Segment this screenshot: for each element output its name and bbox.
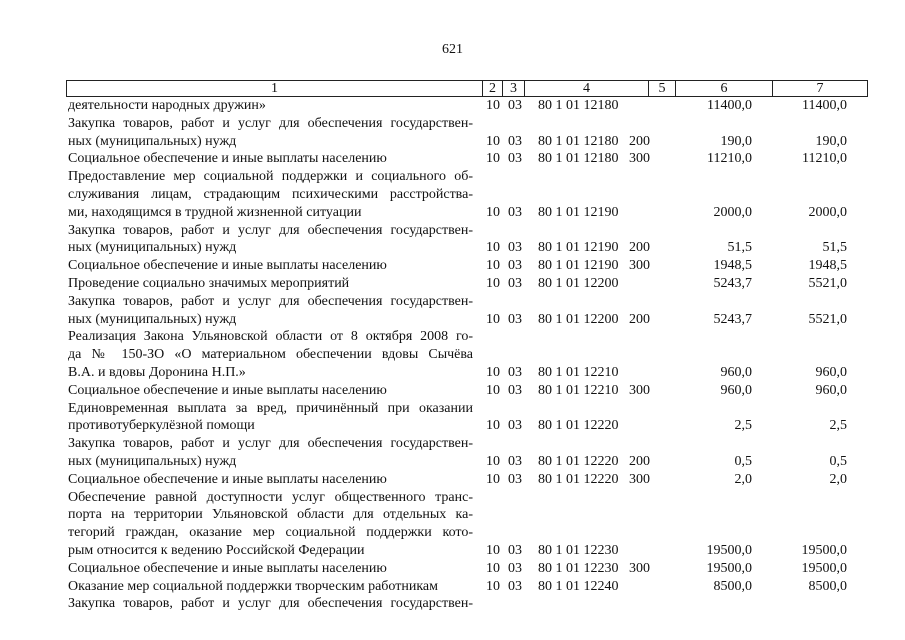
amount-col-6: 11210,0 xyxy=(707,151,752,167)
header-col-5: 5 xyxy=(649,81,676,97)
page-number: 621 xyxy=(442,42,463,57)
subsection-code: 03 xyxy=(508,204,522,220)
section-code: 10 xyxy=(486,578,500,594)
row-description: да № 150-ЗО «О материальном обеспечении вдовы Сычёва xyxy=(68,347,473,363)
amount-col-6: 11400,0 xyxy=(707,98,752,113)
amount-col-7: 11400,0 xyxy=(802,98,847,113)
row-description: служивания лицам, страдающим психическими расстройства- xyxy=(68,187,473,202)
subsection-code: 03 xyxy=(508,543,522,558)
target-article-code: 80 1 01 12200 xyxy=(538,311,619,327)
subsection-code: 03 xyxy=(508,258,522,274)
amount-col-7: 2,0 xyxy=(829,471,847,487)
target-article-code: 80 1 01 12190 xyxy=(538,204,619,220)
row-description: рым относится к ведению Российской Федерации xyxy=(68,543,365,558)
subsection-code: 03 xyxy=(508,454,522,469)
amount-col-6: 19500,0 xyxy=(706,560,752,576)
amount-col-6: 2,0 xyxy=(734,471,752,487)
target-article-code: 80 1 01 12240 xyxy=(538,578,619,594)
section-code: 10 xyxy=(486,204,500,220)
row-description: Закупка товаров, работ и услуг для обеспечения государствен- xyxy=(68,115,473,131)
amount-col-6: 5243,7 xyxy=(713,311,752,327)
section-code: 10 xyxy=(486,543,500,558)
amount-col-7: 190,0 xyxy=(815,133,847,149)
amount-col-6: 960,0 xyxy=(720,382,752,398)
subsection-code: 03 xyxy=(508,418,522,434)
target-article-code: 80 1 01 12230 xyxy=(538,560,619,576)
amount-col-6: 5243,7 xyxy=(713,276,752,291)
subsection-code: 03 xyxy=(508,578,522,594)
amount-col-7: 5521,0 xyxy=(808,276,847,291)
row-description: Социальное обеспечение и иные выплаты населению xyxy=(68,382,387,398)
subsection-code: 03 xyxy=(508,98,522,113)
row-description: Социальное обеспечение и иные выплаты населению xyxy=(68,471,387,487)
row-description: В.А. и вдовы Доронина Н.П.» xyxy=(68,365,246,380)
amount-col-6: 51,5 xyxy=(727,240,752,256)
target-article-code: 80 1 01 12190 xyxy=(538,240,619,256)
section-code: 10 xyxy=(486,133,500,149)
section-code: 10 xyxy=(486,365,500,380)
row-description: ми, находящимся в трудной жизненной ситуации xyxy=(68,204,362,220)
header-col-7: 7 xyxy=(773,81,868,97)
target-article-code: 80 1 01 12220 xyxy=(538,454,619,469)
row-description: Предоставление мер социальной поддержки и социального об- xyxy=(68,169,473,185)
target-article-code: 80 1 01 12180 xyxy=(538,98,619,113)
subsection-code: 03 xyxy=(508,276,522,291)
expense-type-code: 300 xyxy=(629,560,650,576)
section-code: 10 xyxy=(486,454,500,469)
amount-col-7: 11210,0 xyxy=(802,151,847,167)
target-article-code: 80 1 01 12230 xyxy=(538,543,619,558)
row-description: Закупка товаров, работ и услуг для обеспечения государствен- xyxy=(68,596,473,612)
expense-type-code: 300 xyxy=(629,382,650,398)
row-description: Закупка товаров, работ и услуг для обеспечения государствен- xyxy=(68,222,473,238)
section-code: 10 xyxy=(486,560,500,576)
target-article-code: 80 1 01 12220 xyxy=(538,471,619,487)
section-code: 10 xyxy=(486,471,500,487)
target-article-code: 80 1 01 12190 xyxy=(538,258,619,274)
expense-type-code: 300 xyxy=(629,258,650,274)
subsection-code: 03 xyxy=(508,311,522,327)
amount-col-7: 0,5 xyxy=(829,454,847,469)
row-description: Социальное обеспечение и иные выплаты населению xyxy=(68,151,387,167)
expense-type-code: 200 xyxy=(629,240,650,256)
amount-col-6: 1948,5 xyxy=(713,258,752,274)
subsection-code: 03 xyxy=(508,365,522,380)
amount-col-6: 190,0 xyxy=(720,133,752,149)
amount-col-7: 1948,5 xyxy=(808,258,847,274)
row-description: противотуберкулёзной помощи xyxy=(68,418,255,434)
section-code: 10 xyxy=(486,258,500,274)
subsection-code: 03 xyxy=(508,471,522,487)
header-col-2: 2 xyxy=(483,81,503,97)
row-description: Обеспечение равной доступности услуг общественного транс- xyxy=(68,489,473,505)
expense-type-code: 200 xyxy=(629,311,650,327)
header-col-4: 4 xyxy=(525,81,649,97)
row-description: Закупка товаров, работ и услуг для обеспечения государствен- xyxy=(68,436,473,452)
row-description: Социальное обеспечение и иные выплаты населению xyxy=(68,560,387,576)
target-article-code: 80 1 01 12210 xyxy=(538,382,619,398)
section-code: 10 xyxy=(486,311,500,327)
row-description: Социальное обеспечение и иные выплаты населению xyxy=(68,258,387,274)
row-description: Закупка товаров, работ и услуг для обеспечения государствен- xyxy=(68,293,473,309)
row-description: порта на территории Ульяновской области для отдельных ка- xyxy=(68,507,473,523)
table-header xyxy=(66,80,868,97)
header-col-1: 1 xyxy=(67,81,483,97)
amount-col-6: 2000,0 xyxy=(713,204,752,220)
amount-col-7: 960,0 xyxy=(815,382,847,398)
row-description: Проведение социально значимых мероприятий xyxy=(68,276,350,291)
row-description: ных (муниципальных) нужд xyxy=(68,240,237,256)
expense-type-code: 300 xyxy=(629,151,650,167)
header-col-6: 6 xyxy=(676,81,773,97)
row-description: Реализация Закона Ульяновской области от 8 октября 2008 го- xyxy=(68,329,473,345)
row-description: Оказание мер социальной поддержки творческим работникам xyxy=(68,578,439,594)
section-code: 10 xyxy=(486,276,500,291)
amount-col-6: 2,5 xyxy=(734,418,752,434)
amount-col-7: 51,5 xyxy=(822,240,847,256)
target-article-code: 80 1 01 12200 xyxy=(538,276,619,291)
amount-col-7: 5521,0 xyxy=(808,311,847,327)
section-code: 10 xyxy=(486,418,500,434)
section-code: 10 xyxy=(486,382,500,398)
header-col-3: 3 xyxy=(503,81,525,97)
row-description: ных (муниципальных) нужд xyxy=(68,133,237,149)
amount-col-7: 19500,0 xyxy=(801,543,847,558)
target-article-code: 80 1 01 12220 xyxy=(538,418,619,434)
target-article-code: 80 1 01 12210 xyxy=(538,365,619,380)
target-article-code: 80 1 01 12180 xyxy=(538,133,619,149)
target-article-code: 80 1 01 12180 xyxy=(538,151,619,167)
section-code: 10 xyxy=(486,240,500,256)
expense-type-code: 300 xyxy=(629,471,650,487)
row-description: тегорий граждан, оказание мер социальной поддержки кото- xyxy=(68,525,473,541)
amount-col-6: 19500,0 xyxy=(706,543,752,558)
expense-type-code: 200 xyxy=(629,454,650,469)
subsection-code: 03 xyxy=(508,560,522,576)
subsection-code: 03 xyxy=(508,382,522,398)
row-description: ных (муниципальных) нужд xyxy=(68,311,237,327)
amount-col-6: 960,0 xyxy=(720,365,752,380)
row-description: Единовременная выплата за вред, причинённый при оказании xyxy=(68,400,473,416)
amount-col-7: 2,5 xyxy=(829,418,847,434)
amount-col-6: 8500,0 xyxy=(713,578,752,594)
amount-col-6: 0,5 xyxy=(734,454,752,469)
subsection-code: 03 xyxy=(508,240,522,256)
amount-col-7: 960,0 xyxy=(815,365,847,380)
subsection-code: 03 xyxy=(508,151,522,167)
expense-type-code: 200 xyxy=(629,133,650,149)
row-description: ных (муниципальных) нужд xyxy=(68,454,237,469)
row-description: деятельности народных дружин» xyxy=(68,98,266,113)
amount-col-7: 8500,0 xyxy=(808,578,847,594)
amount-col-7: 19500,0 xyxy=(801,560,847,576)
subsection-code: 03 xyxy=(508,133,522,149)
amount-col-7: 2000,0 xyxy=(808,204,847,220)
section-code: 10 xyxy=(486,151,500,167)
section-code: 10 xyxy=(486,98,500,113)
